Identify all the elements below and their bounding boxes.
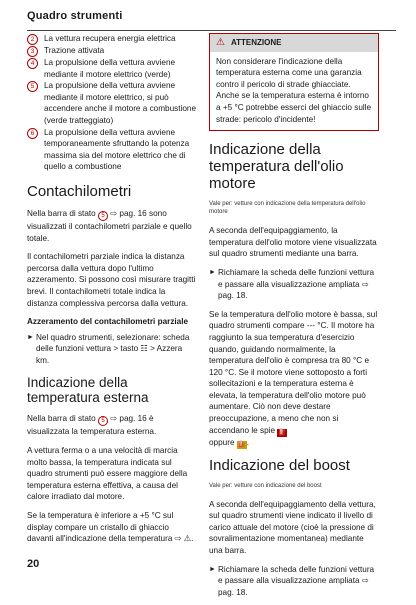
item-text: Trazione attivata	[44, 46, 105, 55]
warning-triangle-icon: ⚠	[216, 37, 225, 48]
item-number: 2	[27, 34, 38, 45]
list-item	[27, 127, 197, 173]
left-column	[27, 33, 197, 552]
oil-warning-yellow-icon: ⛽	[238, 441, 246, 448]
bullet-arrow-icon: ►	[209, 565, 216, 573]
list-item	[27, 33, 197, 45]
odometer-paragraph-1	[27, 208, 197, 244]
warning-header	[210, 34, 378, 52]
item-number: 6	[27, 128, 38, 139]
header-title: Quadro strumenti	[27, 10, 123, 22]
reset-instruction	[27, 332, 197, 367]
warning-text: Non considerare l'indicazione della temperatura esterna come una garanzia contro il pericolo di strade ghiacciate. Anche se la temperatura esterna è intorno a +5 °C potrebbe esserci del ghiaccio sulle strade: pericolo d'incidente!	[216, 56, 372, 124]
oil-temp-applicability: Vale per: vetture con indicazione della temperatura dell'olio motore	[209, 201, 366, 216]
right-column	[209, 33, 379, 605]
bullet-text: Richiamare la scheda delle funzioni vettura e passare alla visualizzazione ampliata ⇨ pag. 18.	[218, 564, 375, 597]
item-number: 4	[27, 58, 38, 69]
text-fragment: Nella barra di stato	[27, 208, 98, 218]
text-fragment: Se la temperatura dell'olio motore è bassa, sul quadro strumenti compare --- °C. Il motore ha raggiunto la sua temperatura d'esercizio quando, guidando normalmente, la temperatura dell'olio è compresa tra 80 °C e 120 °C. Se il motore viene sottoposto a forti sollecitazioni e la temperatura esterna è elevata, la temperatura dell'olio motore può aumentare. Ciò non deve destare preoccupazione, a meno che non si accendano le spie	[209, 309, 378, 435]
ext-temp-heading: Indicazione della temperatura esterna	[27, 375, 149, 406]
oil-temp-instruction	[209, 267, 379, 302]
text-fragment: oppure	[209, 437, 235, 447]
boost-instruction	[209, 564, 379, 599]
ext-temp-paragraph-2: A vettura ferma o a una velocità di marcia molto bassa, la temperatura indicata sul quadro strumenti può essere maggiore della temperatura esterna effettiva, a causa del calore irradiato dal motore.	[27, 446, 188, 502]
item-number: 3	[27, 46, 38, 57]
list-item	[27, 45, 197, 57]
list-item	[27, 57, 197, 80]
page-header	[27, 10, 396, 31]
boost-applicability: Vale per: vetture con indicazione del boost	[209, 482, 322, 489]
list-item	[27, 80, 197, 126]
text-fragment: ⇨ pag. 16 sono visualizzati il contachilometri parziale e quello totale.	[27, 208, 192, 243]
callout-number: 5	[98, 416, 108, 426]
ext-temp-paragraph-1	[27, 413, 197, 438]
text-fragment: ⇨ pag. 16 è visualizzata la temperatura esterna.	[27, 414, 157, 437]
oil-warning-red-icon: ⛽	[278, 429, 287, 436]
callout-number: 5	[98, 211, 108, 221]
item-text: La propulsione della vettura avviene mediante il motore elettrico (verde)	[44, 58, 176, 79]
bullet-arrow-icon: ►	[27, 333, 34, 341]
boost-heading: Indicazione del boost	[209, 456, 350, 474]
bullet-text: Nel quadro strumenti, selezionare: scheda delle funzioni vettura > tasto ☷ > Azzera km.	[36, 332, 190, 365]
oil-temp-paragraph-2: Se la temperatura dell'olio motore è bassa, sul quadro strumenti compare --- °C. Il motore ha raggiunto la sua temperatura d'esercizio quando, guidando normalmente, la temperatura dell'olio è compresa tra 80 °C e 120 °C. Se il motore viene sottoposto a forti sollecitazioni e la temperatura esterna è elevata, la temperatura dell'olio motore può aumentare. Ciò non deve destare preoccupazione, a meno che non si accendano le spie ⛽ oppure ⛽.	[209, 309, 378, 448]
bullet-text: Richiamare la scheda delle funzioni vettura e passare alla visualizzazione ampliata ⇨ pag. 18.	[218, 267, 375, 301]
ext-temp-paragraph-3: Se la temperatura è inferiore a +5 °C sul display compare un cristallo di ghiaccio davanti all'indicazione della temperatura ⇨ ⚠.	[27, 511, 194, 544]
reset-subheading: Azzeramento del contachilometri parziale	[27, 317, 189, 327]
page-number: 20	[27, 558, 40, 570]
item-text: La propulsione della vettura avviene mediante il motore elettrico, si può accendere anche il motore a combustione (verde tratteggiato)	[44, 81, 197, 125]
oil-temp-heading: Indicazione della temperatura dell'olio motore	[209, 141, 344, 193]
bullet-arrow-icon: ►	[209, 268, 216, 276]
warning-title: ATTENZIONE	[230, 38, 282, 47]
text-fragment: Nella barra di stato	[27, 414, 98, 424]
odometer-paragraph-2: Il contachilometri parziale indica la distanza percorsa dalla vettura dopo l'ultimo azzeramento. Si possono così misurare tragitti brevi. Il contachilometri totale indica la distanza complessiva percorsa dalla vettura.	[27, 252, 196, 308]
item-text: La vettura recupera energia elettrica	[44, 34, 176, 43]
item-text: La propulsione della vettura avviene temporaneamente sfruttando la potenza massima sia del motore elettrico che di quello a combustione	[44, 127, 190, 172]
item-number: 5	[27, 81, 38, 92]
odometer-heading: Contachilometri	[27, 182, 132, 200]
warning-box	[209, 33, 379, 131]
oil-temp-paragraph-1: A seconda dell'equipaggiamento, la temperatura dell'olio motore viene visualizzata sul quadro strumenti mediante una barra.	[209, 226, 377, 259]
boost-paragraph-1: A seconda dell'equipaggiamento della vettura, sul quadro strumenti viene indicato il livello di carico attuale del motore (cioè la pressione di sovralimentazione momentanea) mediante una barra.	[209, 499, 376, 556]
